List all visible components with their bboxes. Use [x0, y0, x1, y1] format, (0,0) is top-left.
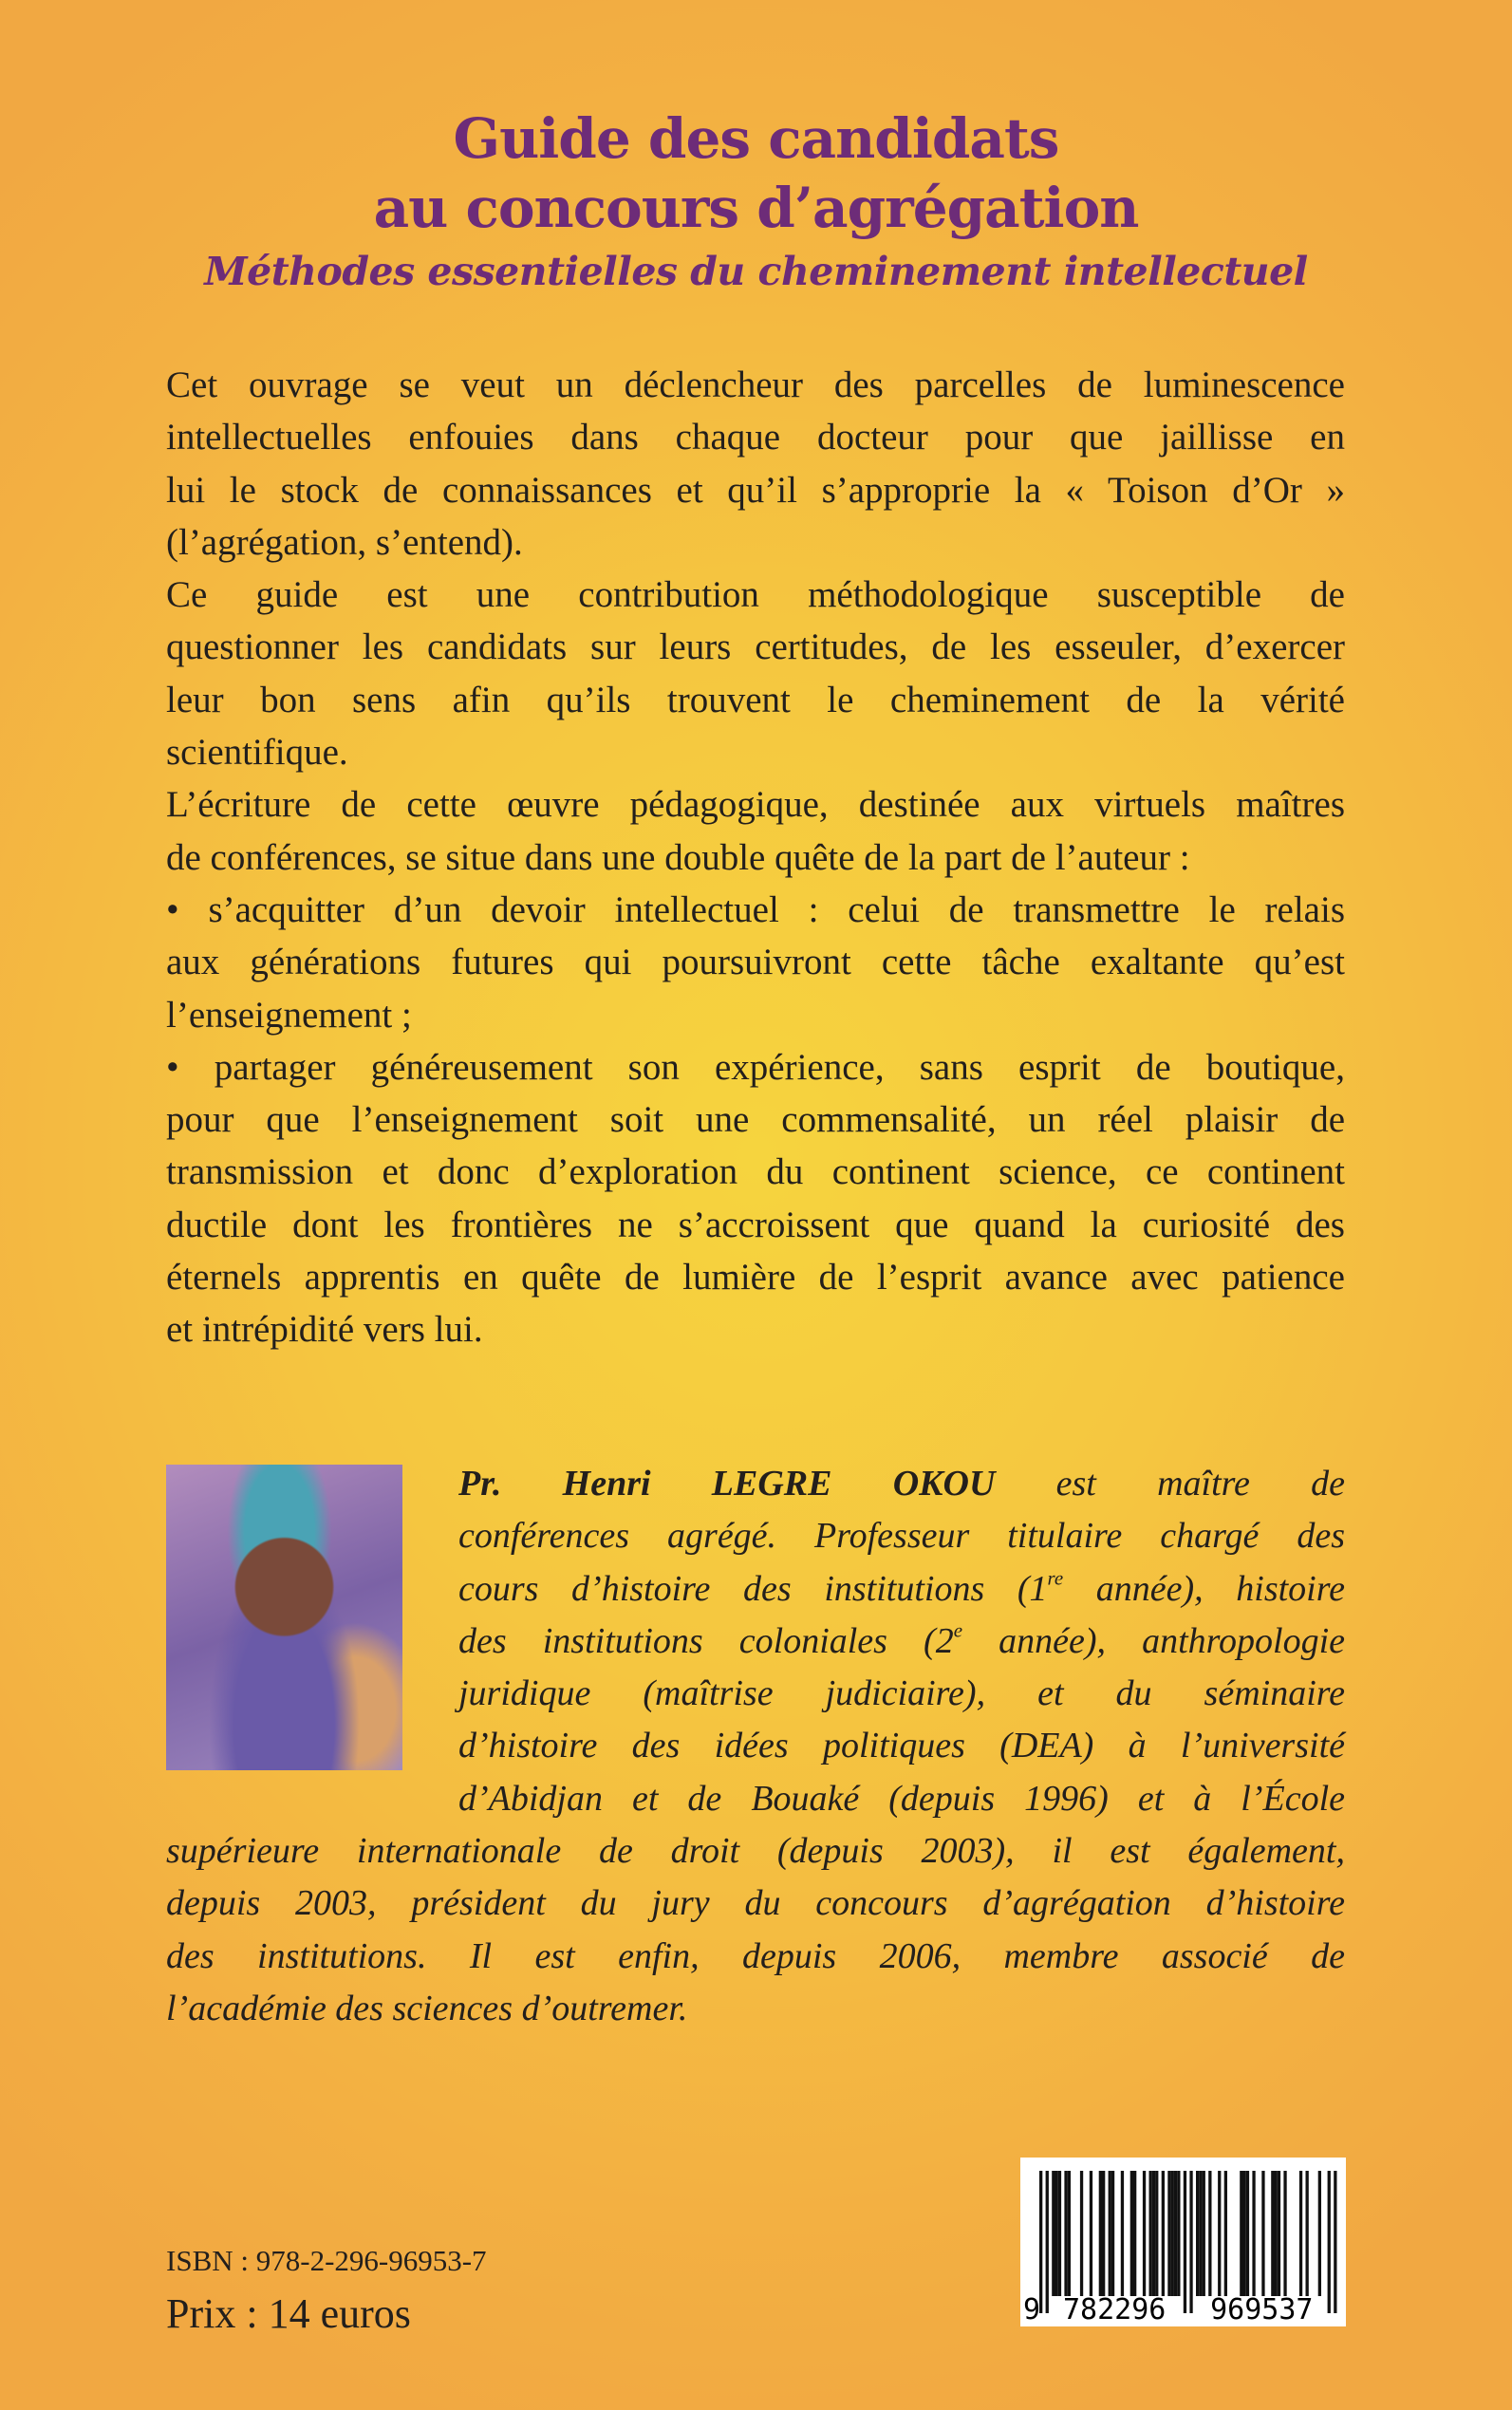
barcode-bar: [1152, 2171, 1155, 2296]
barcode-bar: [1090, 2171, 1092, 2296]
barcode-bar: [1162, 2171, 1165, 2296]
blurb-line: aux générations futures qui poursuivront cette tâche exaltante qu’est: [166, 942, 1345, 983]
bio-text: des institutions coloniales (2: [458, 1620, 954, 1661]
barcode-bar: [1278, 2171, 1280, 2296]
barcode-digits: 9: [1022, 2293, 1041, 2326]
barcode-bar: [1099, 2171, 1102, 2296]
barcode-bar: [1167, 2171, 1170, 2296]
bio-text: année), histoire: [1063, 1568, 1345, 1609]
blurb-line: et intrépidité vers lui.: [166, 1309, 483, 1351]
barcode-bar: [1252, 2171, 1255, 2296]
barcode-bar: [1224, 2171, 1227, 2296]
blurb-line: leur bon sens afin qu’ils trouvent le cheminement de la vérité: [166, 679, 1345, 720]
barcode-bar: [1058, 2171, 1061, 2296]
barcode-bar: [1109, 2171, 1111, 2296]
blurb-line: L’écriture de cette œuvre pédagogique, destinée aux virtuels maîtres: [166, 784, 1345, 826]
blurb-line: • partager généreusement son expérience, sans esprit de boutique,: [166, 1046, 1345, 1088]
book-title-line-2: au concours d’agrégation: [373, 176, 1139, 240]
barcode-bar: [1133, 2171, 1136, 2296]
barcode-bar: [1111, 2171, 1114, 2296]
bio-text: des institutions. Il est enfin, depuis 2006, membre associé de: [166, 1935, 1345, 1976]
bio-text: année), anthropologie: [962, 1620, 1345, 1661]
blurb-line: Cet ouvrage se veut un déclencheur des parcelles de luminescence: [166, 364, 1345, 405]
barcode-bar: [1196, 2171, 1199, 2296]
barcode-bar: [1121, 2171, 1124, 2296]
barcode-bar: [1283, 2171, 1286, 2296]
author-name: Pr. Henri LEGRE OKOU: [458, 1464, 996, 1504]
bio-text: est maître de: [995, 1464, 1345, 1504]
barcode-bar: [1203, 2171, 1205, 2296]
blurb-line: intellectuelles enfouies dans chaque docteur pour que jaillisse en: [166, 417, 1345, 458]
barcode-bar: [1052, 2171, 1055, 2296]
bio-text: depuis 2003, président du jury du concours d’agrégation d’histoire: [166, 1883, 1345, 1924]
ordinal-superscript: re: [1047, 1565, 1064, 1589]
bio-line: [458, 1668, 1345, 1720]
bio-line: [458, 1510, 1345, 1562]
barcode-bar: [1102, 2171, 1105, 2296]
price-text: Prix : 14 euros: [166, 2290, 411, 2337]
barcode-bar: [1208, 2171, 1211, 2296]
barcode-digits: 782296: [1063, 2293, 1167, 2326]
isbn-text: ISBN : 978-2-296-96953-7: [166, 2244, 487, 2277]
bio-text: cours d’histoire des institutions (1: [458, 1568, 1048, 1609]
bio-text: d’Abidjan et de Bouaké (depuis 1996) et à l’École: [458, 1778, 1345, 1819]
blurb-line: de conférences, se situe dans une double quête de la part de l’auteur :: [166, 836, 1190, 878]
barcode-bar: [1174, 2171, 1177, 2296]
blurb-line: l’enseignement ;: [166, 994, 412, 1036]
barcode-bar: [1184, 2171, 1186, 2313]
barcode-bar: [1046, 2171, 1049, 2313]
bio-text: l’académie des sciences d’outremer.: [166, 1988, 688, 2028]
barcode-bar: [1189, 2171, 1192, 2313]
blurb-line: • s’acquitter d’un devoir intellectuel : celui de transmettre le relais: [166, 888, 1345, 930]
bio-text: juridique (maîtrise judiciaire), et du séminaire: [458, 1673, 1345, 1714]
barcode-bar: [1143, 2171, 1146, 2296]
barcode-bar: [1275, 2171, 1278, 2296]
bio-line: [166, 1878, 1345, 1930]
barcode-bar: [1068, 2171, 1071, 2296]
blurb-line: questionner les candidats sur leurs certitudes, de les esseuler, d’exercer: [166, 626, 1345, 668]
barcode-bar: [1039, 2171, 1042, 2313]
barcode-bar: [1246, 2171, 1249, 2296]
barcode-bar: [1130, 2171, 1133, 2296]
barcode-bar: [1271, 2171, 1274, 2296]
barcode-bar: [1177, 2171, 1180, 2296]
barcode-bar: [1171, 2171, 1174, 2296]
blurb-line: éternels apprentis en quête de lumière de l’esprit avance avec patience: [166, 1257, 1345, 1298]
bio-text: supérieure internationale de droit (depuis 2003), il est également,: [166, 1831, 1345, 1872]
bio-text: d’histoire des idées politiques (DEA) à l’université: [458, 1726, 1345, 1766]
barcode-bar: [1218, 2171, 1221, 2296]
ordinal-superscript: e: [953, 1618, 962, 1642]
blurb-line: Ce guide est une contribution méthodologique susceptible de: [166, 574, 1345, 616]
barcode-bar: [1243, 2171, 1246, 2296]
blurb-line: lui le stock de connaissances et qu’il s’approprie la « Toison d’Or »: [166, 469, 1345, 511]
blurb-line: ductile dont les frontières ne s’accroissent que quand la curiosité des: [166, 1204, 1345, 1245]
barcode-bar: [1199, 2171, 1202, 2296]
bio-text: conférences agrégé. Professeur titulaire chargé des: [458, 1516, 1345, 1557]
bio-line: [458, 1458, 1345, 1510]
author-bio: [166, 1458, 1345, 2035]
barcode-digits: 969537: [1210, 2293, 1314, 2326]
barcode-bar: [1306, 2171, 1309, 2296]
bio-line: [458, 1773, 1345, 1825]
blurb-line: pour que l’enseignement soit une commensalité, un réel plaisir de: [166, 1099, 1345, 1141]
bio-line: [166, 1983, 1345, 2035]
barcode-bar: [1080, 2171, 1083, 2296]
bio-line: [458, 1616, 1345, 1668]
bio-line: [458, 1720, 1345, 1772]
barcode-bar: [1240, 2171, 1242, 2296]
book-title-line-1: Guide des candidats: [453, 106, 1059, 171]
book-subtitle: Méthodes essentielles du cheminement intellectuel: [204, 249, 1308, 294]
barcode-bar: [1334, 2171, 1336, 2313]
barcode-bar: [1055, 2171, 1058, 2296]
barcode-bar: [1149, 2171, 1152, 2296]
barcode-bar: [1299, 2171, 1302, 2296]
barcode-bar: [1261, 2171, 1264, 2296]
barcode-bar: [1064, 2171, 1067, 2296]
barcode-bar: [1328, 2171, 1331, 2313]
blurb-line: scientifique.: [166, 732, 348, 774]
isbn-barcode: [1020, 2158, 1346, 2326]
bio-line: [166, 1825, 1345, 1878]
blurb-text: [166, 359, 1345, 1356]
bio-line: [166, 1931, 1345, 1983]
bio-line: [458, 1563, 1345, 1616]
blurb-line: transmission et donc d’exploration du continent science, ce continent: [166, 1151, 1345, 1193]
blurb-line: (l’agrégation, s’entend).: [166, 521, 523, 563]
barcode-bar: [1318, 2171, 1321, 2296]
barcode-bar: [1155, 2171, 1158, 2296]
